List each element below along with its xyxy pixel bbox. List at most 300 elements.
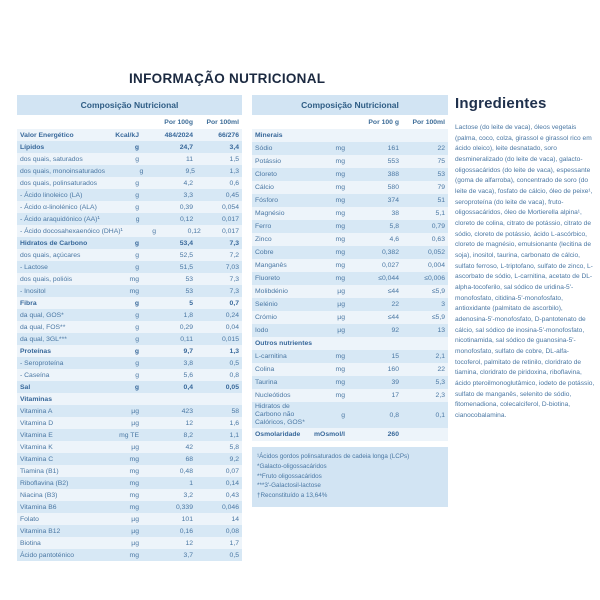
nutrient-unit: mg (335, 158, 345, 165)
nutrient-row (17, 141, 242, 153)
nutrient-row (17, 213, 242, 225)
nutrient-label: dos quais, polinsaturados (20, 179, 98, 187)
value-per-100ml: 7,3 (229, 275, 239, 283)
nutrient-unit: µg (131, 527, 139, 535)
footnote-line: ¹Ácidos gordos polinsaturados de cadeia longa (LCPs) (257, 453, 410, 460)
section-header-row (252, 337, 448, 350)
value-per-100g: 3,7 (183, 551, 193, 559)
nutrient-row (252, 402, 448, 428)
nutrient-label: Fósforo (255, 197, 279, 204)
nutrient-unit: mg (335, 392, 345, 399)
value-per-100ml: 13 (437, 327, 445, 334)
nutrient-label: - Lactose (20, 263, 48, 271)
value-per-100g: 17 (391, 392, 399, 399)
nutrient-row (252, 298, 448, 311)
value-per-100ml: 0,054 (221, 203, 239, 211)
nutrient-row (17, 153, 242, 165)
value-per-100g: 0,382 (381, 249, 399, 256)
nutrient-label: Potássio (255, 158, 282, 165)
nutrient-unit: g (139, 167, 144, 175)
value-per-100ml: 0,45 (225, 191, 239, 199)
nutrient-row (17, 525, 242, 537)
value-per-100g: 1,8 (183, 311, 193, 319)
value-per-100g: 51,5 (179, 263, 193, 271)
nutrient-row (252, 181, 448, 194)
nutrient-label: L-carnitina (255, 353, 287, 360)
nutrient-unit: mg (335, 353, 345, 360)
nutrient-row (17, 225, 242, 237)
nutrient-unit: µg (337, 301, 345, 308)
nutrient-row (17, 129, 242, 141)
footnote-line: †Reconstituído a 13,64% (257, 492, 328, 499)
nutrient-row (17, 177, 242, 189)
nutrient-label: Fibra (20, 299, 37, 307)
nutrient-unit: µg (337, 327, 345, 334)
value-per-100g: 9,5 (185, 167, 195, 175)
footnote-line: ***3'-Galactosil-lactose (257, 482, 321, 490)
nutrient-unit: mg (129, 551, 139, 559)
nutrient-row (252, 194, 448, 207)
nutrient-unit: g (135, 215, 140, 223)
nutrient-unit: Kcal/kJ (115, 131, 139, 139)
value-per-100ml: 0,017 (221, 215, 239, 223)
value-per-100g: 39 (391, 379, 399, 386)
nutrient-unit: mg (129, 467, 139, 475)
nutrient-label: Vitamina B6 (20, 503, 57, 511)
nutrient-unit: g (341, 411, 345, 419)
nutrient-unit: mg TE (119, 431, 139, 439)
value-per-100g: 0,4 (183, 383, 193, 391)
value-per-100g: 0,16 (179, 527, 193, 535)
nutrient-unit: µg (131, 443, 139, 451)
value-per-100ml: 0,8 (229, 371, 239, 379)
value-per-100ml: 5,3 (435, 379, 445, 386)
nutrient-unit: µg (131, 515, 139, 523)
nutrient-label: Magnésio (255, 210, 285, 217)
nutrient-label: da qual, 3GL*** (20, 335, 67, 343)
value-per-100g: 68 (185, 455, 193, 463)
nutrient-row (17, 345, 242, 357)
column-header-per100ml: Por 100ml (412, 118, 445, 126)
value-per-100g: 53,4 (179, 239, 193, 247)
value-per-100ml: ≤5,9 (431, 288, 445, 295)
nutrient-label: Outros nutrientes (255, 340, 313, 347)
composition-table-left (17, 95, 242, 561)
value-per-100ml: 0,046 (221, 503, 239, 511)
nutrient-row (17, 201, 242, 213)
nutrient-unit: mg (335, 379, 345, 386)
nutrient-unit: g (134, 239, 139, 247)
value-per-100ml: 0,004 (427, 262, 445, 269)
footnote-line: *Galacto-oligossacáridos (257, 462, 327, 470)
value-per-100ml: 1,5 (229, 155, 239, 163)
nutrient-label: - Caseína (20, 371, 50, 379)
value-per-100g: 4,6 (389, 236, 399, 243)
nutrient-label: Sódio (255, 145, 273, 152)
nutrient-label: Biotina (20, 539, 41, 547)
nutrient-unit: mg (335, 184, 345, 191)
nutrient-unit: g (135, 155, 139, 163)
ingredients-section (455, 95, 595, 422)
nutrient-row (17, 549, 242, 561)
nutrient-label: Valor Energético (20, 131, 74, 139)
nutrient-unit: mg (335, 366, 345, 373)
value-per-100g: 484/2024 (164, 131, 193, 139)
nutrient-row (17, 465, 242, 477)
value-per-100g: 3,3 (183, 191, 193, 199)
nutrient-row (252, 168, 448, 181)
value-per-100ml: 58 (231, 407, 239, 415)
nutrient-row (252, 324, 448, 337)
nutrient-row (252, 311, 448, 324)
nutrient-row (17, 273, 242, 285)
nutrient-label: - Seroproteína (20, 359, 64, 367)
nutrient-label: Cobre (255, 249, 274, 256)
value-per-100ml: 0,07 (225, 467, 239, 475)
value-per-100ml: 0,6 (229, 179, 239, 187)
nutrient-row (252, 389, 448, 402)
nutrient-unit: mg (335, 223, 345, 230)
nutrient-unit: µg (131, 407, 139, 415)
nutrient-label: Tiamina (B1) (20, 467, 59, 475)
nutrient-unit: mg (129, 287, 139, 295)
value-per-100g: 4,2 (183, 179, 193, 187)
nutrient-unit: mg (335, 262, 345, 269)
nutrient-unit: mg (335, 210, 345, 217)
column-header-row (252, 115, 448, 129)
nutrient-row (17, 405, 242, 417)
nutrient-label: da qual, GOS* (20, 311, 64, 319)
nutrient-label: Cálcio (255, 184, 274, 191)
table-title (252, 95, 448, 115)
value-per-100g: 5 (189, 299, 193, 307)
nutrient-label: Vitamina K (20, 443, 53, 451)
nutrient-unit: g (134, 383, 139, 391)
value-per-100g: 580 (387, 184, 399, 191)
value-per-100ml: 53 (437, 171, 445, 178)
value-per-100ml: 7,3 (229, 287, 239, 295)
value-per-100ml: 2,1 (435, 353, 445, 360)
nutrient-row (252, 285, 448, 298)
nutrient-unit: mg (129, 479, 139, 487)
nutrient-row (17, 297, 242, 309)
nutrient-row (17, 189, 242, 201)
nutrient-row (17, 441, 242, 453)
nutrient-unit: g (135, 311, 139, 319)
ingredients-text: Lactose (do leite de vaca), óleos vegetais (palma, coco, colza, girassol e girassol rico em ácido oleico), leite desnatado, soro desmineralizado (do leite de vaca), galacto-oligossacáridos (do leite de vaca), espessante (goma de alfarroba), concentrado de soro (do leite de vaca), fosfato de cálcio, óleo de peixe¹, seroproteína (do leite de vaca), fruto-oligossacáridos, óleo de Mortierella alpina¹, cloreto de colina, citrato de potássio, citrato de sódio, cloreto de potássio, ácido L-ascórbico, cloreto de magnésio, emulsionante (lecitina de soja), inositol, taurina, carbonato de cálcio, sulfato ferroso, L-triptofano, sulfato de zinco, L-ascorbato de sódio, L-carnitina, acetato de DL-alpha-tocoferilo, sal sódico de uridina-5'-monofosfato, citidina-5'-monofosfato, antioxidante (palmitato de ascorbilo), adenosina-5'-monofosfato, D-pantotenato de cálcio, sal sódico de inosina-5'-monofosfato, nicotinamida, sal sódico de guanosina-5'-monofosfato, sulfato de cobre, DL-alfa-tocoferol, palmitato de retinilo, cloridrato de tiamina, cloridrato de piridoxina, riboflavina, ácido pteroilmonoglutâmico, iodeto de potássio, sulfato de manganês, selenito de sódio, fitomenadiona, colecalciferol, D-biotina, cianocobalamina. (455, 124, 595, 420)
value-per-100g: ≤44 (387, 288, 399, 295)
value-per-100ml: 0,63 (431, 236, 445, 243)
table-rows (252, 129, 448, 441)
nutrient-unit: g (135, 263, 139, 271)
nutrient-unit: g (135, 335, 139, 343)
value-per-100g: 423 (181, 407, 193, 415)
nutrient-label: - Ácido docosahexaenóico (DHA)¹ (20, 227, 123, 235)
nutrient-label: Ferro (255, 223, 272, 230)
nutrient-label: Cloreto (255, 171, 277, 178)
value-per-100ml: ≤0,006 (424, 275, 445, 282)
nutrient-unit: g (135, 323, 139, 331)
nutrient-row (17, 417, 242, 429)
nutrient-unit: g (135, 371, 139, 379)
nutrient-label: Vitaminas (20, 395, 52, 403)
value-per-100ml: 0,04 (225, 323, 239, 331)
nutrient-unit: µg (337, 288, 345, 295)
nutrient-row (17, 249, 242, 261)
nutrient-row (252, 207, 448, 220)
value-per-100ml: 5,8 (229, 443, 239, 451)
nutrient-row (17, 321, 242, 333)
table-title-text: Composição Nutricional (301, 100, 399, 110)
nutrient-unit: g (134, 347, 139, 355)
value-per-100g: 11 (185, 155, 193, 163)
nutrient-label: Zinco (255, 236, 272, 243)
value-per-100g: 38 (391, 210, 399, 217)
nutrient-row (17, 537, 242, 549)
value-per-100ml: 0,05 (225, 383, 239, 391)
value-per-100ml: 0,015 (221, 335, 239, 343)
value-per-100g: ≤0,044 (378, 275, 399, 282)
nutrient-label: - Inositol (20, 287, 46, 295)
nutrient-label: Riboflavina (B2) (20, 479, 69, 487)
value-per-100g: 5,8 (389, 223, 399, 230)
value-per-100g: 0,29 (179, 323, 193, 331)
value-per-100g: 52,5 (179, 251, 193, 259)
nutrient-label: dos quais, polióis (20, 275, 73, 283)
value-per-100ml: 3,4 (229, 143, 239, 151)
value-per-100ml: 3 (441, 301, 445, 308)
nutrient-label: Folato (20, 515, 39, 523)
value-per-100ml: 0,052 (427, 249, 445, 256)
nutrient-row (17, 285, 242, 297)
nutrient-label: Vitamina D (20, 419, 54, 427)
nutrient-unit: mg (335, 145, 345, 152)
ingredients-heading: Ingredientes (455, 95, 547, 112)
nutrient-row (252, 220, 448, 233)
footnote-line: **Fruto oligossacáridos (257, 472, 322, 480)
nutrient-row (252, 259, 448, 272)
nutrient-label: Minerais (255, 132, 283, 139)
nutrient-label: Sal (20, 383, 31, 391)
column-header-row (17, 115, 242, 129)
value-per-100ml: 66/276 (218, 131, 239, 139)
nutrient-unit: µg (337, 314, 345, 321)
value-per-100ml: ≤5,9 (431, 314, 445, 321)
nutrient-row (252, 142, 448, 155)
nutrient-unit: g (135, 191, 139, 199)
nutrient-row (17, 477, 242, 489)
value-per-100g: 0,48 (179, 467, 193, 475)
table-rows (17, 129, 242, 561)
value-per-100ml: 22 (437, 366, 445, 373)
value-per-100ml: 0,43 (225, 491, 239, 499)
nutrient-unit: mg (129, 491, 139, 499)
column-header-per100ml: Por 100ml (206, 118, 239, 126)
nutrient-unit: mg (335, 249, 345, 256)
column-header-per100g: Por 100g (164, 118, 193, 126)
value-per-100ml: 0,79 (431, 223, 445, 230)
nutrient-label: Hidratos de Carbono não Calóricos, GOS* (255, 402, 305, 427)
nutrient-label: Niacina (B3) (20, 491, 58, 499)
nutrient-label: Molibdénio (255, 288, 288, 295)
nutrient-label: dos quais, saturados (20, 155, 83, 163)
value-per-100g: 161 (387, 145, 399, 152)
value-per-100g: 0,11 (180, 335, 193, 343)
nutrient-row (252, 246, 448, 259)
value-per-100ml: 0,017 (221, 227, 239, 235)
table-title (17, 95, 242, 115)
nutrient-label: Vitamina C (20, 455, 54, 463)
value-per-100ml: 0,08 (225, 527, 239, 535)
nutrient-row (17, 429, 242, 441)
nutrient-label: Vitamina E (20, 431, 53, 439)
nutrient-unit: g (134, 299, 139, 307)
nutrient-unit: g (152, 227, 156, 235)
composition-table-middle (252, 95, 448, 441)
nutrient-label: Taurina (255, 379, 278, 386)
value-per-100g: 53 (185, 275, 193, 283)
nutrient-label: Lípidos (20, 143, 45, 151)
nutrient-unit: g (134, 143, 139, 151)
value-per-100g: 42 (185, 443, 193, 451)
value-per-100g: 3,2 (183, 491, 193, 499)
nutrient-label: dos quais, açúcares (20, 251, 81, 259)
nutrient-row (252, 233, 448, 246)
nutrient-row (17, 357, 242, 369)
value-per-100ml: 0,5 (229, 551, 239, 559)
nutrient-unit: mg (129, 455, 139, 463)
nutrient-label: Fluoreto (255, 275, 280, 282)
nutrient-unit: mg (129, 275, 139, 283)
nutrient-row (252, 376, 448, 389)
nutrient-row (252, 350, 448, 363)
section-header-row (17, 393, 242, 405)
nutrient-label: Vitamina A (20, 407, 53, 415)
value-per-100ml: 0,1 (435, 411, 445, 419)
nutrient-row (17, 513, 242, 525)
nutrient-unit: mg (335, 197, 345, 204)
value-per-100ml: 0,7 (229, 299, 239, 307)
value-per-100g: 92 (391, 327, 399, 334)
nutrient-label: - Ácido α-linolénico (ALA) (20, 203, 97, 211)
footnotes-panel (252, 447, 448, 507)
value-per-100g: 15 (391, 353, 399, 360)
nutrient-label: Vitamina B12 (20, 527, 61, 535)
nutrient-row (17, 453, 242, 465)
nutrient-label: Selénio (255, 301, 278, 308)
value-per-100ml: 1,3 (229, 167, 239, 175)
nutrient-unit: mOsmol/l (314, 431, 345, 438)
column-header-per100g: Por 100 g (368, 118, 399, 126)
value-per-100ml: 75 (437, 158, 445, 165)
value-per-100g: 160 (387, 366, 399, 373)
nutrient-row (17, 381, 242, 393)
nutrient-label: dos quais, monoinsaturados (20, 167, 106, 175)
nutrient-label: Crómio (255, 314, 277, 321)
nutrient-unit: g (135, 179, 139, 187)
value-per-100ml: 1,1 (229, 431, 239, 439)
nutrient-unit: mg (335, 236, 345, 243)
value-per-100g: 260 (387, 431, 399, 438)
value-per-100g: 0,027 (381, 262, 399, 269)
value-per-100ml: 0,14 (225, 479, 239, 487)
value-per-100ml: 0,5 (229, 359, 239, 367)
nutrient-unit: g (135, 203, 139, 211)
value-per-100ml: 51 (437, 197, 445, 204)
nutrient-label: - Ácido linoleico (LA) (20, 191, 83, 199)
nutrient-row (252, 272, 448, 285)
nutrient-label: Nucleótidos (255, 392, 291, 399)
nutrient-unit: g (135, 359, 139, 367)
value-per-100g: 12 (185, 539, 193, 547)
nutrient-row (252, 428, 448, 441)
value-per-100g: 0,12 (187, 227, 201, 235)
value-per-100g: 8,2 (183, 431, 193, 439)
nutrient-row (17, 333, 242, 345)
nutrient-unit: µg (131, 419, 139, 427)
nutrient-label: Ácido pantoténico (20, 551, 75, 559)
nutrient-row (17, 489, 242, 501)
value-per-100ml: 1,7 (229, 539, 239, 547)
nutrient-unit: µg (131, 539, 139, 547)
value-per-100ml: 9,2 (229, 455, 239, 463)
value-per-100g: 553 (387, 158, 399, 165)
table-title-text: Composição Nutricional (80, 100, 179, 110)
value-per-100ml: 79 (437, 184, 445, 191)
nutrient-unit: mg (335, 171, 345, 178)
value-per-100g: 101 (181, 515, 193, 523)
nutrient-label: Manganês (255, 262, 287, 269)
value-per-100g: 0,8 (389, 411, 399, 419)
value-per-100g: 5,6 (183, 371, 193, 379)
nutrient-label: Hidratos de Carbono (20, 239, 88, 247)
nutrient-row (17, 261, 242, 273)
nutrient-row (17, 369, 242, 381)
nutrient-row (17, 237, 242, 249)
value-per-100g: 24,7 (179, 143, 193, 151)
nutrient-label: da qual, FOS** (20, 323, 66, 331)
value-per-100g: 3,8 (183, 359, 193, 367)
nutrient-row (17, 309, 242, 321)
value-per-100g: 0,39 (179, 203, 193, 211)
value-per-100g: 22 (391, 301, 399, 308)
value-per-100ml: 7,03 (225, 263, 239, 271)
value-per-100ml: 22 (437, 145, 445, 152)
nutrient-unit: mg (129, 503, 139, 511)
value-per-100ml: 1,6 (229, 419, 239, 427)
value-per-100g: 0,12 (180, 215, 194, 223)
page-title: INFORMAÇÃO NUTRICIONAL (129, 71, 326, 87)
nutrient-label: Osmolaridade (255, 431, 301, 438)
section-header-row (252, 129, 448, 142)
value-per-100g: 12 (185, 419, 193, 427)
nutrient-unit: g (135, 251, 139, 259)
value-per-100ml: 14 (231, 515, 239, 523)
value-per-100g: 388 (387, 171, 399, 178)
value-per-100ml: 1,3 (229, 347, 239, 355)
value-per-100ml: 5,1 (435, 210, 445, 217)
value-per-100ml: 7,2 (229, 251, 239, 259)
value-per-100ml: 2,3 (435, 392, 445, 399)
value-per-100g: 0,339 (175, 503, 193, 511)
value-per-100g: 9,7 (183, 347, 193, 355)
value-per-100g: 374 (387, 197, 399, 204)
nutrient-row (252, 363, 448, 376)
nutrient-unit: mg (335, 275, 345, 282)
nutrient-row (17, 165, 242, 177)
value-per-100ml: 7,3 (229, 239, 239, 247)
value-per-100ml: 0,24 (225, 311, 239, 319)
